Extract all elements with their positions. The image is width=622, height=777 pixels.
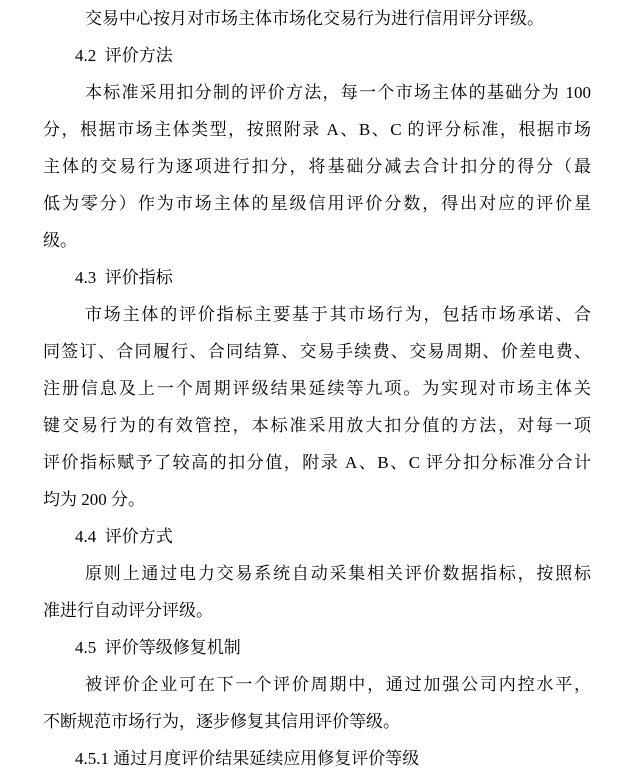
text-line: 被评价企业可在下一个评价周期中，通过加强公司内控水平， [85, 675, 591, 694]
text-line: 级。 [43, 231, 77, 250]
text-line: 主体的交易行为逐项进行扣分，将基础分减去合计扣分的得分（最 [43, 157, 591, 176]
text-line: 准进行自动评分评级。 [43, 601, 213, 620]
text-line: 不断规范市场行为，逐步修复其信用评价等级。 [43, 712, 400, 731]
section-heading: 4.5 评价等级修复机制 [75, 638, 241, 657]
text-line: 分，根据市场主体类型，按照附录 A、B、C 的评分标准，根据市场 [43, 120, 591, 139]
section-heading: 4.3 评价指标 [75, 268, 173, 287]
text-line: 原则上通过电力交易系统自动采集相关评价数据指标，按照标 [85, 564, 591, 583]
text-line: 低为零分）作为市场主体的星级信用评价分数，得出对应的评价星 [43, 194, 591, 213]
text-line: 注册信息及上一个周期评级结果延续等九项。为实现对市场主体关 [43, 379, 591, 398]
text-line: 交易中心按月对市场主体市场化交易行为进行信用评分评级。 [85, 9, 544, 28]
text-line: 本标准采用扣分制的评价方法，每一个市场主体的基础分为 100 [85, 83, 591, 102]
text-line: 均为 200 分。 [43, 490, 145, 509]
text-line: 键交易行为的有效管控，本标准采用放大扣分值的方法，对每一项 [43, 416, 591, 435]
section-heading: 4.2 评价方法 [75, 46, 173, 65]
text-line: 市场主体的评价指标主要基于其市场行为，包括市场承诺、合 [85, 305, 591, 324]
section-heading: 4.4 评价方式 [75, 527, 173, 546]
text-line: 评价指标赋予了较高的扣分值，附录 A、B、C 评分扣分标准分合计 [43, 453, 591, 472]
text-line: 同签订、合同履行、合同结算、交易手续费、交易周期、价差电费、 [43, 342, 591, 361]
section-heading: 4.5.1 通过月度评价结果延续应用修复评价等级 [75, 749, 420, 768]
